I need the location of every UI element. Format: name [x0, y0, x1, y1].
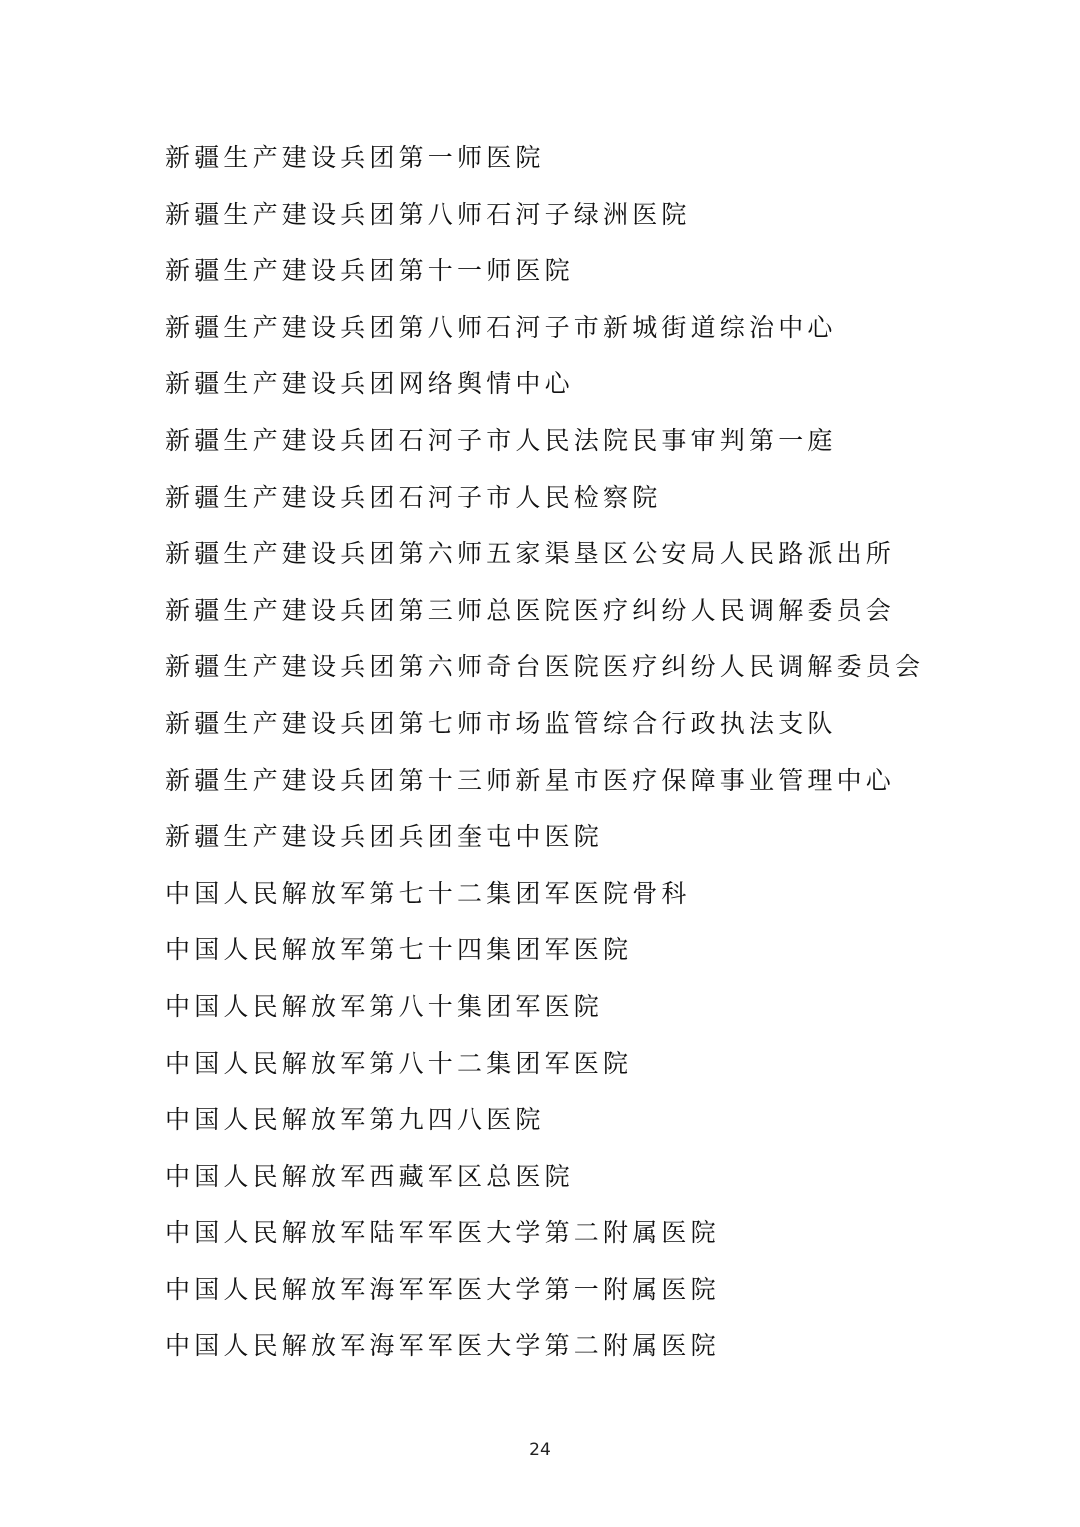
list-item: 中国人民解放军第七十二集团军医院骨科: [165, 878, 691, 908]
list-item: 中国人民解放军陆军军医大学第二附属医院: [165, 1218, 720, 1248]
list-item: 新疆生产建设兵团网络舆情中心: [165, 369, 574, 399]
list-item: 新疆生产建设兵团兵团奎屯中医院: [165, 822, 604, 852]
list-item: 中国人民解放军第九四八医院: [165, 1105, 545, 1135]
list-item: 新疆生产建设兵团第六师五家渠垦区公安局人民路派出所: [165, 539, 896, 569]
page-number: 24: [529, 1440, 551, 1460]
list-item: 新疆生产建设兵团石河子市人民检察院: [165, 482, 662, 512]
list-item: 中国人民解放军海军军医大学第二附属医院: [165, 1331, 720, 1361]
list-item: 中国人民解放军海军军医大学第一附属医院: [165, 1274, 720, 1304]
list-item: 中国人民解放军第八十二集团军医院: [165, 1048, 633, 1078]
list-item: 新疆生产建设兵团第八师石河子市新城街道综治中心: [165, 312, 837, 342]
list-item: 中国人民解放军第八十集团军医院: [165, 991, 604, 1021]
list-item: 新疆生产建设兵团第八师石河子绿洲医院: [165, 199, 691, 229]
list-item: 新疆生产建设兵团第一师医院: [165, 143, 545, 172]
list-item: 新疆生产建设兵团石河子市人民法院民事审判第一庭: [165, 425, 837, 455]
list-item: 新疆生产建设兵团第十一师医院: [165, 256, 574, 286]
list-item: 新疆生产建设兵团第六师奇台医院医疗纠纷人民调解委员会: [165, 652, 925, 682]
list-item: 中国人民解放军西藏军区总医院: [165, 1161, 574, 1191]
list-item: 新疆生产建设兵团第七师市场监管综合行政执法支队: [165, 708, 837, 738]
list-item: 新疆生产建设兵团第十三师新星市医疗保障事业管理中心: [165, 765, 896, 795]
list-item: 中国人民解放军第七十四集团军医院: [165, 935, 633, 965]
list-item: 新疆生产建设兵团第三师总医院医疗纠纷人民调解委员会: [165, 595, 896, 625]
organization-list: [165, 130, 924, 1375]
